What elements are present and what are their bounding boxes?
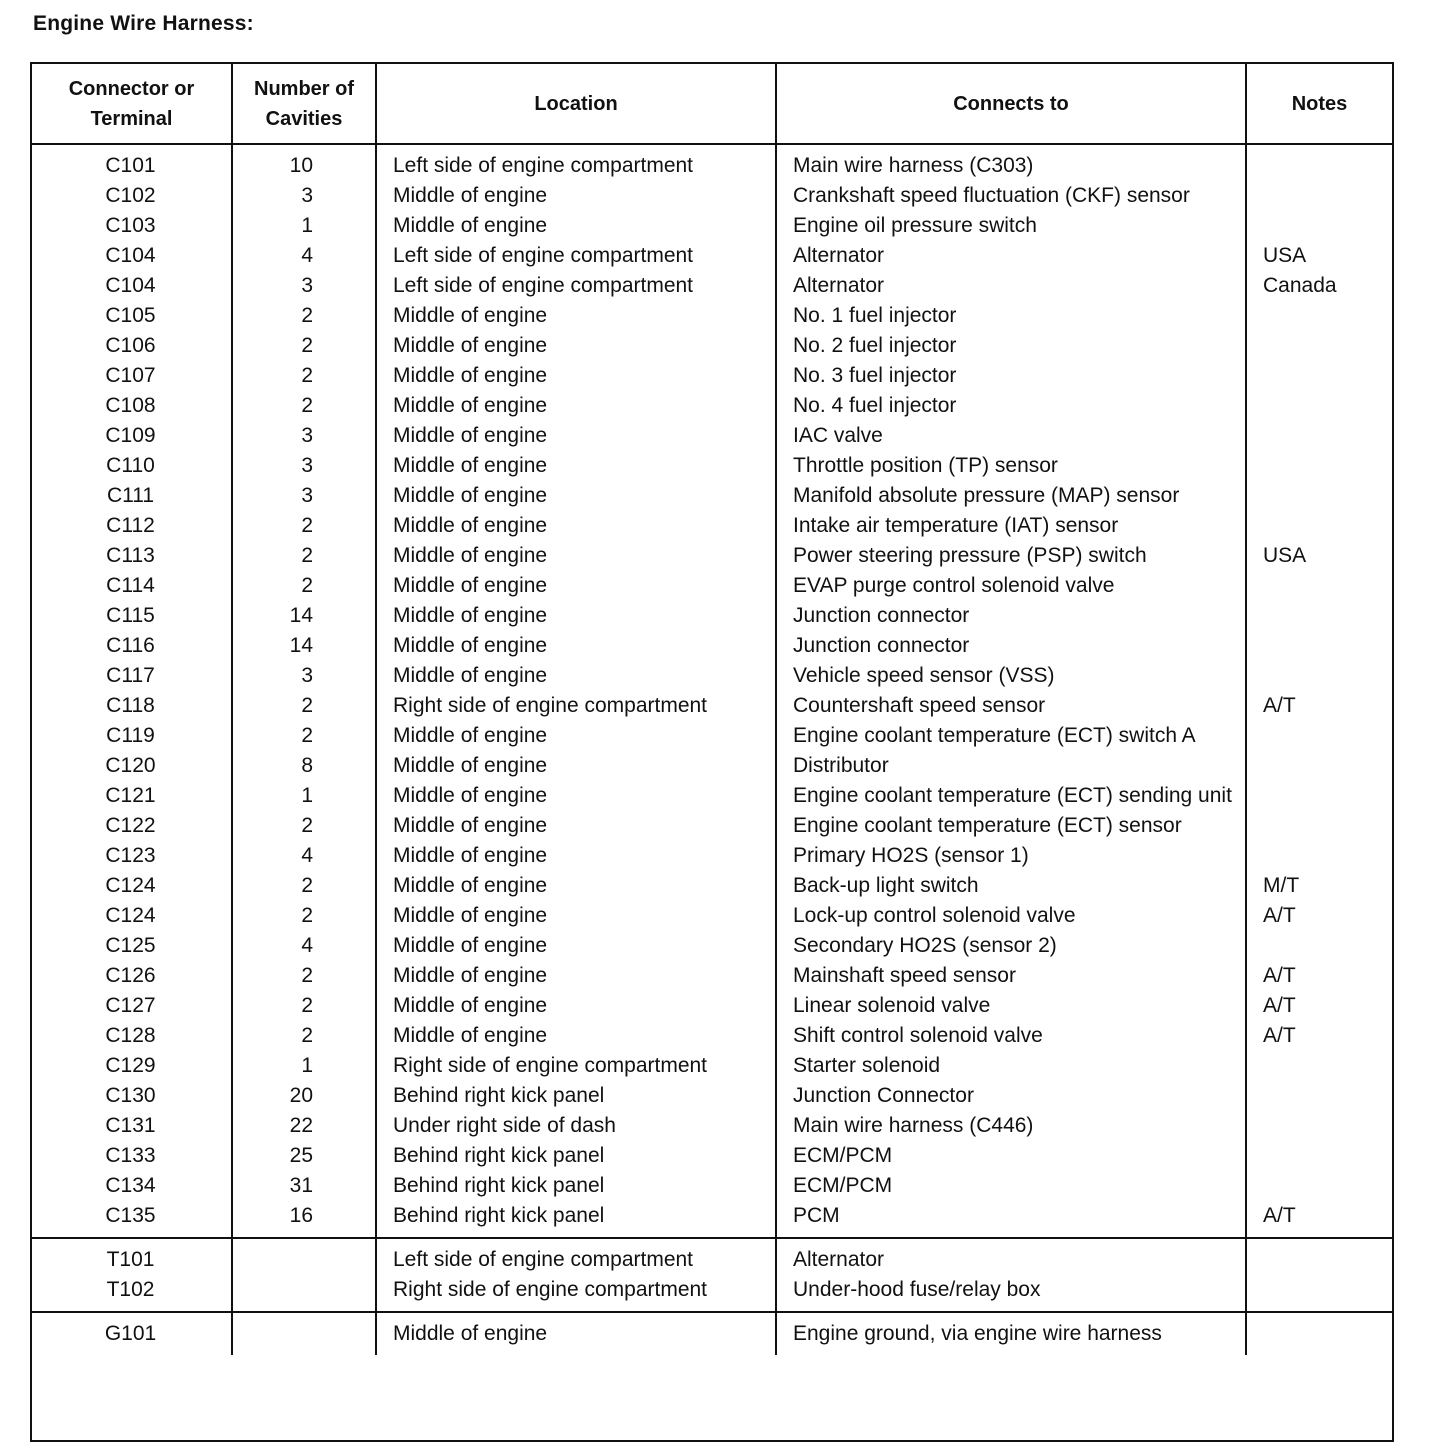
table-row: [32, 211, 1392, 241]
cavity-count: 3: [232, 451, 376, 481]
notes-cell: [1246, 361, 1392, 391]
notes-cell: [1246, 1238, 1392, 1275]
location-cell: Left side of engine compartment: [376, 271, 776, 301]
notes-cell: A/T: [1246, 691, 1392, 721]
table-row: [32, 721, 1392, 751]
cavity-count: 2: [232, 511, 376, 541]
table-row: [32, 1081, 1392, 1111]
location-cell: Middle of engine: [376, 511, 776, 541]
connects-to-cell: Main wire harness (C303): [776, 144, 1246, 181]
cavity-count: 25: [232, 1141, 376, 1171]
table-row: [32, 1021, 1392, 1051]
cavity-count: 2: [232, 361, 376, 391]
connects-to-cell: Vehicle speed sensor (VSS): [776, 661, 1246, 691]
notes-cell: [1246, 751, 1392, 781]
connects-to-cell: No. 3 fuel injector: [776, 361, 1246, 391]
column-header-connector: Connector or Terminal: [32, 64, 232, 144]
cavity-count: 2: [232, 571, 376, 601]
table-row: [32, 631, 1392, 661]
location-cell: Middle of engine: [376, 211, 776, 241]
location-cell: Middle of engine: [376, 301, 776, 331]
connector-id: T101: [32, 1238, 232, 1275]
connects-to-cell: Power steering pressure (PSP) switch: [776, 541, 1246, 571]
location-cell: Middle of engine: [376, 541, 776, 571]
connects-to-cell: ECM/PCM: [776, 1171, 1246, 1201]
table-row: [32, 331, 1392, 361]
column-header-location: Location: [376, 64, 776, 144]
notes-cell: A/T: [1246, 901, 1392, 931]
connects-to-cell: Engine ground, via engine wire harness: [776, 1312, 1246, 1355]
connector-id: C121: [105, 784, 156, 807]
location-cell: Behind right kick panel: [376, 1171, 776, 1201]
location-cell: Middle of engine: [376, 991, 776, 1021]
table-row: [32, 781, 1392, 811]
location-cell: Middle of engine: [376, 631, 776, 661]
table-row: [32, 691, 1392, 721]
cavity-count: 2: [232, 721, 376, 751]
notes-cell: [1246, 721, 1392, 751]
connects-to-cell: Starter solenoid: [776, 1051, 1246, 1081]
connector-id: C107: [105, 364, 156, 387]
connector-id: C102: [105, 184, 156, 207]
page-title: Engine Wire Harness:: [33, 12, 254, 35]
location-cell: Behind right kick panel: [376, 1201, 776, 1238]
connector-id: C134: [105, 1174, 156, 1197]
location-cell: Middle of engine: [376, 871, 776, 901]
location-cell: Middle of engine: [376, 811, 776, 841]
cavity-count: 20: [232, 1081, 376, 1111]
column-header-connects-to: Connects to: [776, 64, 1246, 144]
connector-id: C110: [106, 454, 155, 477]
connects-to-cell: Throttle position (TP) sensor: [776, 451, 1246, 481]
cavity-count: 3: [232, 481, 376, 511]
connects-to-cell: IAC valve: [776, 421, 1246, 451]
connects-to-cell: Linear solenoid valve: [776, 991, 1246, 1021]
column-header-notes: Notes: [1246, 64, 1392, 144]
connector-id: C104: [105, 274, 156, 297]
table-row: [32, 541, 1392, 571]
connector-id: C128: [105, 1024, 156, 1047]
connects-to-cell: Primary HO2S (sensor 1): [776, 841, 1246, 871]
connector-id: C127: [105, 994, 156, 1017]
notes-cell: [1246, 144, 1392, 181]
connector-id: C106: [105, 334, 156, 357]
location-cell: Under right side of dash: [376, 1111, 776, 1141]
table-row: [32, 361, 1392, 391]
table-row: [32, 991, 1392, 1021]
connector-id: T102: [106, 1278, 155, 1301]
location-cell: Middle of engine: [376, 961, 776, 991]
connector-id: C119: [106, 724, 155, 747]
connector-id: C115: [106, 604, 155, 627]
connector-id: C125: [105, 934, 156, 957]
notes-cell: M/T: [1246, 871, 1392, 901]
location-cell: Middle of engine: [376, 841, 776, 871]
table-row: [32, 511, 1392, 541]
table-row: [32, 1141, 1392, 1171]
location-cell: Middle of engine: [376, 571, 776, 601]
connector-id: C116: [106, 634, 155, 657]
notes-cell: [1246, 181, 1392, 211]
cavity-count: 8: [232, 751, 376, 781]
table-row: [32, 661, 1392, 691]
cavity-count: 2: [232, 871, 376, 901]
location-cell: Left side of engine compartment: [376, 241, 776, 271]
cavity-count: 2: [232, 901, 376, 931]
notes-cell: [1246, 1312, 1392, 1355]
cavity-count: 4: [232, 841, 376, 871]
notes-cell: A/T: [1246, 991, 1392, 1021]
cavity-count: [232, 1275, 376, 1312]
table-row: [32, 301, 1392, 331]
cavity-count: 14: [232, 601, 376, 631]
cavity-count: 2: [232, 1021, 376, 1051]
connector-id: C104: [105, 244, 156, 267]
location-cell: Middle of engine: [376, 721, 776, 751]
connector-id: C105: [105, 304, 156, 327]
table-row: [32, 961, 1392, 991]
connector-id: C120: [105, 754, 156, 777]
terminals-group: [32, 1238, 1392, 1312]
cavity-count: 2: [232, 301, 376, 331]
notes-cell: A/T: [1246, 1021, 1392, 1051]
connects-to-cell: No. 4 fuel injector: [776, 391, 1246, 421]
location-cell: Middle of engine: [376, 181, 776, 211]
connector-id: C124: [105, 904, 156, 927]
location-cell: Middle of engine: [376, 1021, 776, 1051]
location-cell: Right side of engine compartment: [376, 691, 776, 721]
location-cell: Middle of engine: [376, 391, 776, 421]
connector-id: C111: [106, 484, 155, 507]
table-row: [32, 481, 1392, 511]
grounds-group: [32, 1312, 1392, 1355]
connects-to-cell: Mainshaft speed sensor: [776, 961, 1246, 991]
location-cell: Middle of engine: [376, 1312, 776, 1355]
table-row: [32, 811, 1392, 841]
location-cell: Middle of engine: [376, 421, 776, 451]
table-row: [32, 841, 1392, 871]
connectors-group: [32, 144, 1392, 1238]
cavity-count: 2: [232, 811, 376, 841]
location-cell: Right side of engine compartment: [376, 1051, 776, 1081]
notes-cell: Canada: [1246, 271, 1392, 301]
table-row: [32, 391, 1392, 421]
notes-cell: USA: [1246, 241, 1392, 271]
location-cell: Middle of engine: [376, 481, 776, 511]
connects-to-cell: Alternator: [776, 241, 1246, 271]
notes-cell: [1246, 331, 1392, 361]
connects-to-cell: Shift control solenoid valve: [776, 1021, 1246, 1051]
cavity-count: 2: [232, 961, 376, 991]
notes-cell: [1246, 481, 1392, 511]
location-cell: Middle of engine: [376, 901, 776, 931]
cavity-count: 1: [232, 211, 376, 241]
table-row: [32, 751, 1392, 781]
notes-cell: A/T: [1246, 1201, 1392, 1238]
notes-cell: [1246, 421, 1392, 451]
location-cell: Middle of engine: [376, 601, 776, 631]
table-row: [32, 871, 1392, 901]
notes-cell: [1246, 301, 1392, 331]
connects-to-cell: Engine coolant temperature (ECT) sending unit: [776, 781, 1246, 811]
notes-cell: A/T: [1246, 961, 1392, 991]
connector-id: C117: [106, 664, 155, 687]
table-row: [32, 1171, 1392, 1201]
connector-id: C124: [105, 874, 156, 897]
connector-id: G101: [32, 1312, 232, 1355]
table-row: [32, 181, 1392, 211]
cavity-count: 2: [232, 391, 376, 421]
connector-id: C112: [106, 514, 155, 537]
connects-to-cell: Countershaft speed sensor: [776, 691, 1246, 721]
connects-to-cell: Junction Connector: [776, 1081, 1246, 1111]
cavity-count: 4: [232, 931, 376, 961]
location-cell: Middle of engine: [376, 361, 776, 391]
connector-id: C123: [105, 844, 156, 867]
table-row: [32, 1312, 1392, 1355]
notes-cell: [1246, 391, 1392, 421]
connector-id: C129: [105, 1054, 156, 1077]
connects-to-cell: No. 1 fuel injector: [776, 301, 1246, 331]
connector-id: C113: [106, 544, 155, 567]
table-row: [32, 1275, 1392, 1312]
notes-cell: [1246, 931, 1392, 961]
cavity-count: 16: [232, 1201, 376, 1238]
cavity-count: 22: [232, 1111, 376, 1141]
notes-cell: [1246, 841, 1392, 871]
connects-to-cell: Engine oil pressure switch: [776, 211, 1246, 241]
connects-to-cell: Main wire harness (C446): [776, 1111, 1246, 1141]
connects-to-cell: Distributor: [776, 751, 1246, 781]
connector-id: C126: [105, 964, 156, 987]
connector-id: C103: [105, 214, 156, 237]
connector-id: C122: [105, 814, 156, 837]
notes-cell: [1246, 1111, 1392, 1141]
location-cell: Behind right kick panel: [376, 1141, 776, 1171]
connects-to-cell: Junction connector: [776, 601, 1246, 631]
location-cell: Middle of engine: [376, 451, 776, 481]
notes-cell: [1246, 1081, 1392, 1111]
table-row: [32, 1201, 1392, 1238]
cavity-count: 3: [232, 271, 376, 301]
connects-to-cell: Alternator: [776, 1238, 1246, 1275]
notes-cell: [1246, 211, 1392, 241]
table-row: [32, 421, 1392, 451]
location-cell: Left side of engine compartment: [376, 1238, 776, 1275]
column-header-cavities: Number of Cavities: [232, 64, 376, 144]
connects-to-cell: PCM: [776, 1201, 1246, 1238]
table-row: [32, 241, 1392, 271]
notes-cell: [1246, 1171, 1392, 1201]
notes-cell: USA: [1246, 541, 1392, 571]
cavity-count: 31: [232, 1171, 376, 1201]
harness-table-frame: [30, 62, 1394, 1442]
connects-to-cell: EVAP purge control solenoid valve: [776, 571, 1246, 601]
notes-cell: [1246, 1051, 1392, 1081]
connector-id: C108: [105, 394, 156, 417]
notes-cell: [1246, 631, 1392, 661]
cavity-count: 2: [232, 691, 376, 721]
table-row: [32, 901, 1392, 931]
cavity-count: [232, 1312, 376, 1355]
table-row: [32, 144, 1392, 181]
cavity-count: 3: [232, 181, 376, 211]
location-cell: Middle of engine: [376, 661, 776, 691]
notes-cell: [1246, 571, 1392, 601]
table-row: [32, 601, 1392, 631]
cavity-count: 14: [232, 631, 376, 661]
table-row: [32, 1051, 1392, 1081]
connects-to-cell: Alternator: [776, 271, 1246, 301]
location-cell: Behind right kick panel: [376, 1081, 776, 1111]
connects-to-cell: Junction connector: [776, 631, 1246, 661]
connects-to-cell: Under-hood fuse/relay box: [776, 1275, 1246, 1312]
location-cell: Middle of engine: [376, 751, 776, 781]
connects-to-cell: Lock-up control solenoid valve: [776, 901, 1246, 931]
location-cell: Middle of engine: [376, 781, 776, 811]
connector-id: C109: [105, 424, 156, 447]
connector-id: C130: [105, 1084, 156, 1107]
notes-cell: [1246, 781, 1392, 811]
connector-id: C101: [105, 154, 156, 177]
harness-table: [32, 64, 1392, 1355]
connects-to-cell: Manifold absolute pressure (MAP) sensor: [776, 481, 1246, 511]
table-row: [32, 1238, 1392, 1275]
table-header: [32, 64, 1392, 144]
connector-id: C133: [105, 1144, 156, 1167]
connects-to-cell: No. 2 fuel injector: [776, 331, 1246, 361]
cavity-count: [232, 1238, 376, 1275]
cavity-count: 1: [232, 1051, 376, 1081]
connector-id: C118: [106, 694, 155, 717]
notes-cell: [1246, 451, 1392, 481]
notes-cell: [1246, 1275, 1392, 1312]
table-row: [32, 1111, 1392, 1141]
notes-cell: [1246, 511, 1392, 541]
cavity-count: 10: [232, 144, 376, 181]
location-cell: Middle of engine: [376, 331, 776, 361]
notes-cell: [1246, 811, 1392, 841]
connector-id: C114: [106, 574, 155, 597]
table-row: [32, 931, 1392, 961]
cavity-count: 4: [232, 241, 376, 271]
connects-to-cell: Secondary HO2S (sensor 2): [776, 931, 1246, 961]
cavity-count: 2: [232, 541, 376, 571]
connects-to-cell: Crankshaft speed fluctuation (CKF) sensor: [776, 181, 1246, 211]
notes-cell: [1246, 1141, 1392, 1171]
cavity-count: 3: [232, 421, 376, 451]
table-row: [32, 271, 1392, 301]
connects-to-cell: ECM/PCM: [776, 1141, 1246, 1171]
location-cell: Right side of engine compartment: [376, 1275, 776, 1312]
connector-id: C135: [105, 1204, 156, 1227]
connects-to-cell: Engine coolant temperature (ECT) switch A: [776, 721, 1246, 751]
connects-to-cell: Engine coolant temperature (ECT) sensor: [776, 811, 1246, 841]
notes-cell: [1246, 601, 1392, 631]
connects-to-cell: Back-up light switch: [776, 871, 1246, 901]
table-row: [32, 571, 1392, 601]
cavity-count: 2: [232, 331, 376, 361]
cavity-count: 2: [232, 991, 376, 1021]
location-cell: Left side of engine compartment: [376, 144, 776, 181]
location-cell: Middle of engine: [376, 931, 776, 961]
cavity-count: 1: [232, 781, 376, 811]
connects-to-cell: Intake air temperature (IAT) sensor: [776, 511, 1246, 541]
table-row: [32, 451, 1392, 481]
connector-id: C131: [105, 1114, 156, 1137]
notes-cell: [1246, 661, 1392, 691]
cavity-count: 3: [232, 661, 376, 691]
